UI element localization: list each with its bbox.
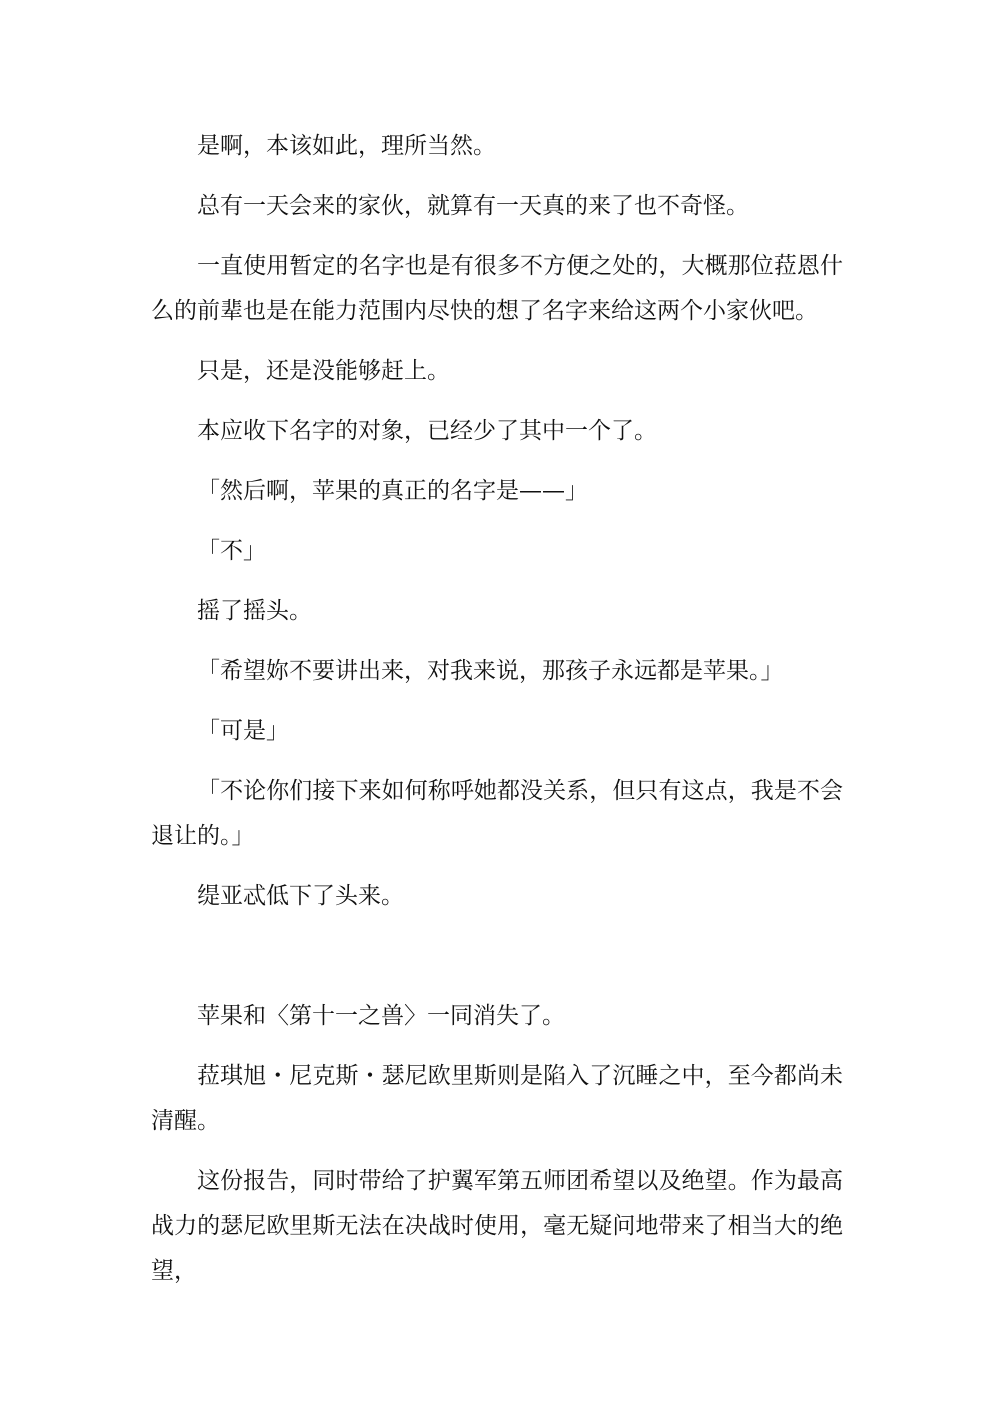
body-text	[151, 124, 843, 1309]
dialogue-line: 「可是」	[197, 718, 289, 744]
paragraph: 菈琪旭・尼克斯・瑟尼欧里斯则是陷入了沉睡之中，至今都尚未清醒。	[151, 1063, 843, 1134]
dialogue-line: 「然后啊，苹果的真正的名字是——」	[197, 478, 588, 504]
section-break	[151, 934, 843, 994]
dialogue-line: 「不」	[197, 538, 266, 564]
paragraph: 本应收下名字的对象，已经少了其中一个了。	[197, 418, 657, 444]
paragraph: 总有一天会来的家伙，就算有一天真的来了也不奇怪。	[197, 193, 749, 219]
paragraph: 摇了摇头。	[197, 598, 312, 624]
dialogue-line: 「不论你们接下来如何称呼她都没关系，但只有这点，我是不会退让的。」	[151, 778, 843, 849]
dialogue-line: 「希望妳不要讲出来，对我来说，那孩子永远都是苹果。」	[197, 658, 784, 684]
paragraph: 只是，还是没能够赶上。	[197, 358, 450, 384]
paragraph: 这份报告，同时带给了护翼军第五师团希望以及绝望。作为最高战力的瑟尼欧里斯无法在决战时使用，毫无疑问地带来了相当大的绝望，	[151, 1168, 843, 1284]
paragraph: 一直使用暂定的名字也是有很多不方便之处的，大概那位菈恩什么的前辈也是在能力范围内尽快的想了名字来给这两个小家伙吧。	[151, 253, 843, 324]
paragraph: 缇亚忒低下了头来。	[197, 883, 404, 909]
paragraph: 是啊，本该如此，理所当然。	[197, 133, 496, 159]
paragraph: 苹果和〈第十一之兽〉一同消失了。	[197, 1003, 565, 1029]
